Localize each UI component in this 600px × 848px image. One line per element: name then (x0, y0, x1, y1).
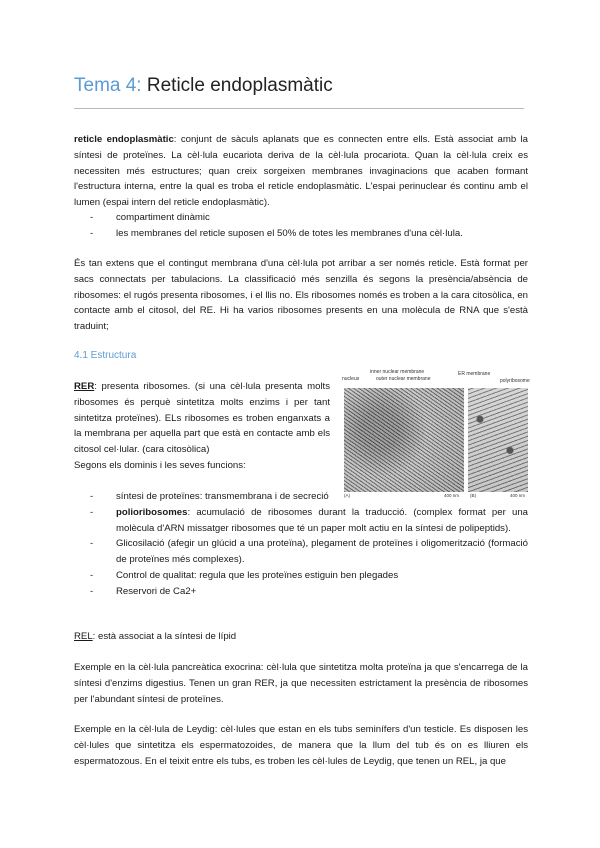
rer-bullet-list (74, 489, 528, 600)
micrograph-rer (344, 388, 464, 492)
figure-label-inner: inner nuclear membrane (370, 369, 425, 375)
rel-paragraph: REL: està associat a la síntesi de lípid (74, 631, 237, 642)
page-title (74, 74, 333, 98)
list-item: - polioribosomes: acumulació de ribosomes durant la traducció. (complex format per una molècula d'ARN missatger ribosomes que té un paper molt actiu en la síntesi de polipeptids). (90, 506, 528, 534)
list-item: - compartiment dinàmic (90, 212, 210, 223)
figure-label-er: ER membrane (458, 371, 491, 377)
figure-label-nucleus: nucleus (342, 376, 360, 382)
rer-domains-intro: Segons els dominis i les seves funcions: (74, 459, 246, 471)
rel-term: REL (74, 631, 93, 642)
example-paragraph-2: Exemple en la cèl·lula de Leydig: cèl·lules que estan en els tubs seminífers d'un testicle. Es disposen les cèl·lules que sintetitza els espermatozoides, de manera que la llum del tub és on es lliuren els espermatozous. En el teixit entre els tubs, es troben les cèl·lules de Leydig, que tenen un REL, ja que (74, 724, 528, 767)
figure-label-poly: polyribosome (500, 378, 530, 384)
list-item: - Glicosilació (afegir un glúcid a una proteïna), plegament de proteïnes i oligomerització (formació de proteïnes més complexes). (90, 538, 528, 566)
micrograph-polyribosome (468, 388, 528, 492)
rer-paragraph: RER: presenta ribosomes. (si una cèl·lula presenta molts ribosomes és perquè sintetitza molts enzims i per tant sintetitza proteïnes). ELs ribosomes es troben enganxats a la membrana per aquella part que està en contacte amb els citosol cel·lular. (cara citosòlica) Segons els dominis i les seves funcions: (74, 381, 330, 471)
intro-term: reticle endoplasmàtic (74, 134, 174, 145)
title-name: Reticle endoplasmàtic (146, 75, 333, 96)
list-item: - síntesi de proteïnes: transmembrana i de secreció (90, 491, 329, 502)
section-heading: 4.1 Estructura (74, 350, 137, 361)
intro-text: : conjunt de sàculs aplanats que es connecten entre ells. Està associat amb la síntesi de proteïnes. La cèl·lula eucariota deriva de la cèl·lula procariota. Quan la cèl·lula creix es necessiten més estructures; quan creix sorgeixen membranes invaginacions que acaben formant l'estructura interna, entre la qual es troba el reticle endoplasmàtic. L'espai perinuclear és continu amb el lumen (espai intern del reticle endoplasmàtic). (74, 134, 528, 209)
figure-label-outer: outer nuclear membrane (376, 376, 431, 382)
scale-bar-b: 400 nm (510, 493, 526, 498)
er-micrograph-figure (340, 369, 530, 501)
panel-a-label: (A) (344, 493, 350, 498)
example-paragraph-1: Exemple en la cèl·lula pancreàtica exocrina: cèl·lula que sintetitza molta proteïna ja que s'encarrega de la síntesi d'enzims digestius. Tenen un gran RER, ja que necessiten estrictament la presència de ribosomes per l'abundant síntesi de proteïnes. (74, 662, 528, 705)
scale-bar-a: 400 nm (444, 493, 460, 498)
panel-b-label: (B) (470, 493, 476, 498)
intro-paragraph (74, 132, 528, 211)
intro-bullet-list (74, 210, 528, 242)
list-item: - Control de qualitat: regula que les proteïnes estiguin ben plegades (90, 569, 399, 581)
paragraph-2: És tan extens que el contingut membrana d'una cèl·lula pot arribar a ser només reticle. Està format per sacs connectats per tabulacions. La classificació més senzilla és segons la presència/absència de ribosomes: el rugós presenta ribosomes, i el llis no. Els ribosomes només es troben a la cara citosòlica, en contacte amb el citosol, del RE. Hi ha varios ribosomes presents en una molècula de RNA que s'està traduint; (74, 258, 528, 333)
title-number: Tema 4: (74, 75, 142, 96)
title-divider (74, 108, 524, 109)
rer-term: RER (74, 381, 95, 392)
list-item: - les membranes del reticle suposen el 50% de totes les membranes d'una cèl·lula. (90, 227, 463, 239)
list-item: - Reservori de Ca2+ (90, 585, 197, 597)
